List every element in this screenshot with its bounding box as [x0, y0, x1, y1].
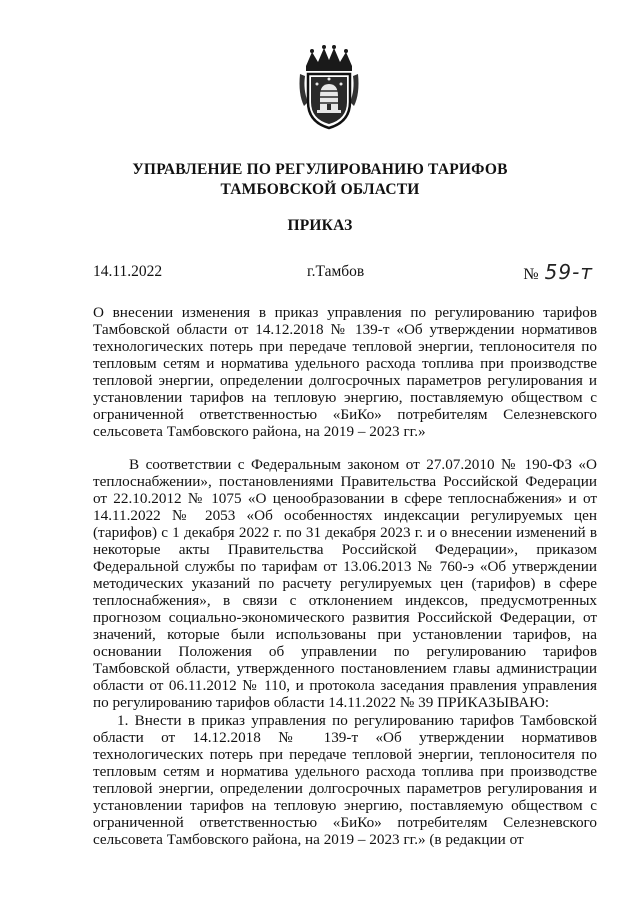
org-name-line2: ТАМБОВСКОЙ ОБЛАСТИ [220, 181, 420, 198]
document-type-title: ПРИКАЗ [287, 217, 353, 234]
order-item-1: 1. Внести в приказ управления по регулированию тарифов Тамбовской области от 14.12.2018 № 139-т «Об утверждении нормативов технологических потерь при передаче тепловой энергии, теплоносителя по тепловым сетям и норматива удельного расхода топлива при производстве тепловой энергии, определении долгосрочных параметров регулирования и установлении тарифов на тепловую энергию, поставляемую обществом с ограниченной ответственностью «БиКо» потребителям Селезневского сельсовета Тамбовского района, на 2019 – 2023 гг.» (в редакции от [93, 712, 597, 848]
handwritten-number: 59-т [544, 260, 593, 284]
document-preamble: В соответствии с Федеральным законом от 27.07.2010 № 190-ФЗ «О теплоснабжении», постановлениями Правительства Российской Федерации от 22.10.2012 № 1075 «О ценообразовании в сфере теплоснабжения» и от 14.11.2022 № 2053 «Об особенностях индексации регулируемых цен (тарифов) с 1 декабря 2022 г. по 31 декабря 2023 г. и о внесении изменений в некоторые акты Правительства Российской Федерации», приказом Федеральной службы по тарифам от 13.06.2013 № 760-э «Об утверждении методических указаний по расчету регулируемых цен (тарифов) в сфере теплоснабжения», в связи с отклонением индексов, предусмотренных прогнозом социально-экономического развития Российской Федерации, от значений, которые были использованы при установлении тарифов, на основании Положения об управлении по регулированию тарифов Тамбовской области, утвержденного постановлением главы администрации области от 06.11.2012 № 110, и протокола заседания правления управления по регулированию тарифов области 14.11.2022 № 39 ПРИКАЗЫВАЮ: [93, 456, 597, 711]
document-city: г.Тамбов [307, 263, 365, 280]
document-date: 14.11.2022 [93, 263, 163, 280]
coat-of-arms-emblem [298, 44, 360, 130]
document-meta-row [93, 260, 593, 284]
document-number [523, 260, 593, 284]
number-sign: № [523, 266, 539, 283]
document-subject: О внесении изменения в приказ управления по регулированию тарифов Тамбовской области от 14.12.2018 № 139-т «Об утверждении нормативов технологических потерь при передаче тепловой энергии, теплоносителя по тепловым сетям и норматива удельного расхода топлива при производстве тепловой энергии, определении долгосрочных параметров регулирования и установлении тарифов на тепловую энергию, поставляемую обществом с ограниченной ответственностью «БиКо» потребителям Селезневского сельсовета Тамбовского района, на 2019 – 2023 гг.» [93, 304, 597, 440]
org-name-line1: УПРАВЛЕНИЕ ПО РЕГУЛИРОВАНИЮ ТАРИФОВ [132, 161, 508, 178]
